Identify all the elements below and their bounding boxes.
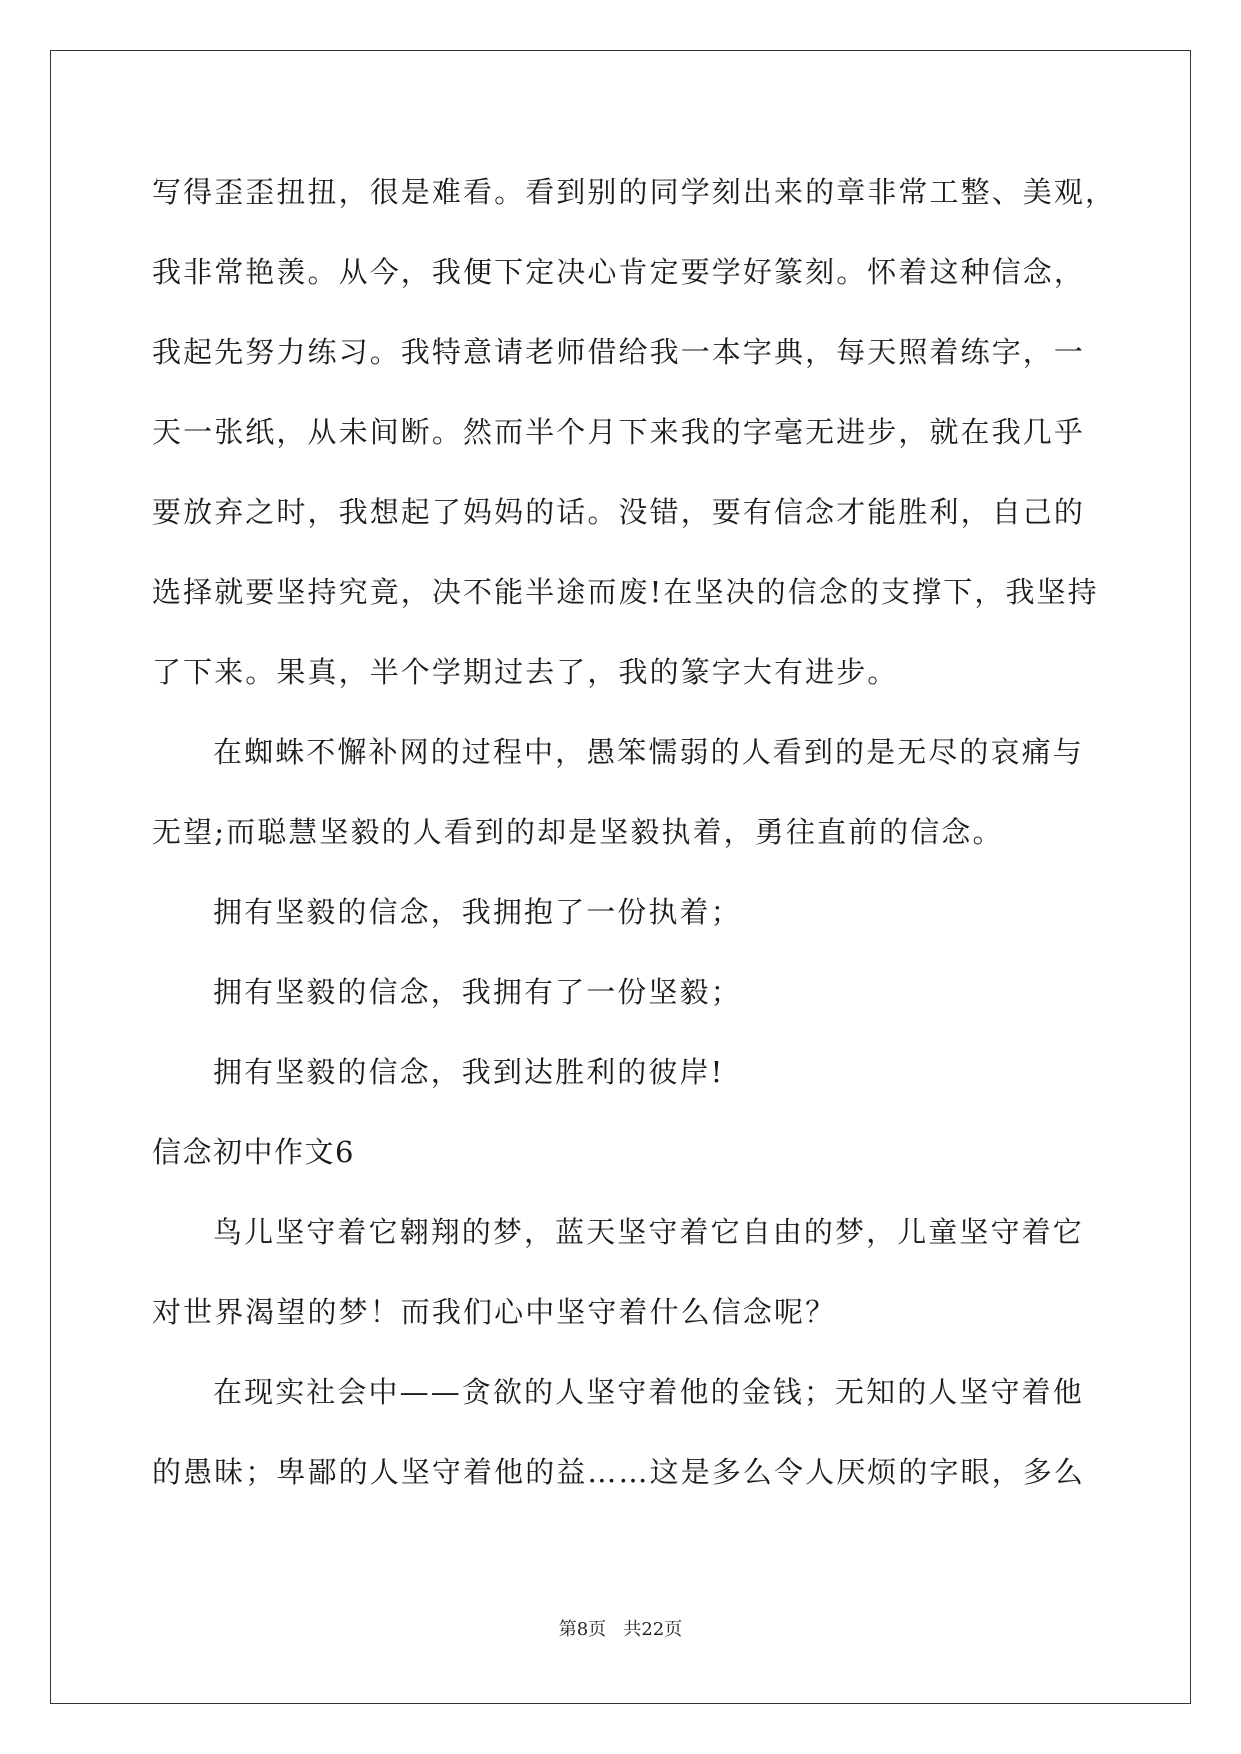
text-line: 的愚昧；卑鄙的人坚守着他的益……这是多么令人厌烦的字眼，多么 (152, 1455, 1086, 1489)
paragraph-start-line: 拥有坚毅的信念，我拥抱了一份执着； (213, 895, 742, 929)
text-line: 了下来。果真，半个学期过去了，我的篆字大有进步。 (152, 655, 899, 689)
text-line: 无望;而聪慧坚毅的人看到的却是坚毅执着，勇往直前的信念。 (152, 815, 1004, 849)
page-total: 共22页 (623, 1619, 683, 1640)
text-line: 要放弃之时，我想起了妈妈的话。没错，要有信念才能胜利，自己的 (152, 495, 1086, 529)
text-line: 我起先努力练习。我特意请老师借给我一本字典，每天照着练字，一 (152, 335, 1086, 369)
paragraph-start-line: 鸟儿坚守着它翱翔的梦，蓝天坚守着它自由的梦，儿童坚守着它 (213, 1215, 1084, 1249)
text-line: 天一张纸，从未间断。然而半个月下来我的字毫无进步，就在我几乎 (152, 415, 1086, 449)
paragraph-start-line: 拥有坚毅的信念，我拥有了一份坚毅； (213, 975, 742, 1009)
document-body (152, 152, 1117, 1512)
paragraph-start-line: 拥有坚毅的信念，我到达胜利的彼岸! (213, 1055, 725, 1089)
paragraph-start-line: 在现实社会中——贪欲的人坚守着他的金钱；无知的人坚守着他 (213, 1375, 1084, 1409)
page-number: 第8页 (558, 1619, 607, 1640)
section-heading: 信念初中作文6 (152, 1135, 355, 1169)
text-line: 我非常艳羡。从今，我便下定决心肯定要学好篆刻。怀着这种信念， (152, 255, 1086, 289)
paragraph-start-line: 在蜘蛛不懈补网的过程中，愚笨懦弱的人看到的是无尽的哀痛与 (213, 735, 1084, 769)
page-footer (0, 1615, 1241, 1641)
text-line: 选择就要坚持究竟，决不能半途而废!在坚决的信念的支撑下，我坚持 (152, 575, 1099, 609)
text-line: 写得歪歪扭扭，很是难看。看到别的同学刻出来的章非常工整、美观， (152, 175, 1117, 209)
text-line: 对世界渴望的梦！而我们心中坚守着什么信念呢？ (152, 1295, 837, 1329)
